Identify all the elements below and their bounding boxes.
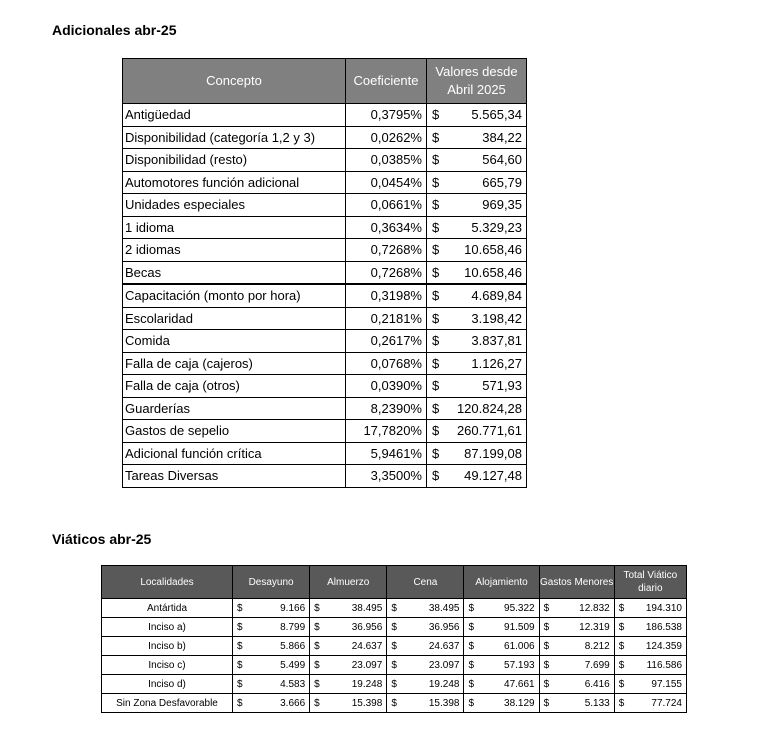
currency-symbol: $	[427, 149, 449, 172]
gastos-menores-cell: 12.319	[553, 618, 614, 637]
header-cena: Cena	[387, 566, 464, 599]
concepto-cell: Guarderías	[123, 397, 346, 420]
almuerzo-cell: 24.637	[324, 637, 387, 656]
currency-symbol: $	[427, 397, 449, 420]
table-row	[102, 637, 687, 656]
currency-symbol: $	[539, 694, 553, 713]
valor-cell: 564,60	[449, 149, 527, 172]
table-row	[123, 352, 527, 375]
header-gastos-menores: Gastos Menores	[539, 566, 614, 599]
currency-symbol: $	[614, 694, 628, 713]
currency-symbol: $	[387, 637, 401, 656]
currency-symbol: $	[464, 694, 478, 713]
valor-cell: 10.658,46	[449, 239, 527, 262]
table-row	[102, 675, 687, 694]
currency-symbol: $	[427, 330, 449, 353]
valor-cell: 384,22	[449, 126, 527, 149]
table-row	[123, 307, 527, 330]
header-concepto: Concepto	[123, 59, 346, 104]
currency-symbol: $	[233, 675, 247, 694]
total-cell: 116.586	[628, 656, 686, 675]
currency-symbol: $	[427, 171, 449, 194]
currency-symbol: $	[614, 675, 628, 694]
currency-symbol: $	[614, 656, 628, 675]
gastos-menores-cell: 6.416	[553, 675, 614, 694]
valor-cell: 3.837,81	[449, 330, 527, 353]
concepto-cell: Falla de caja (otros)	[123, 375, 346, 398]
currency-symbol: $	[427, 239, 449, 262]
table-row	[102, 599, 687, 618]
currency-symbol: $	[427, 442, 449, 465]
currency-symbol: $	[233, 694, 247, 713]
currency-symbol: $	[539, 656, 553, 675]
currency-symbol: $	[427, 216, 449, 239]
header-coeficiente: Coeficiente	[346, 59, 427, 104]
valor-cell: 969,35	[449, 194, 527, 217]
localidad-cell: Inciso a)	[102, 618, 233, 637]
currency-symbol: $	[464, 675, 478, 694]
currency-symbol: $	[427, 284, 449, 307]
valor-cell: 665,79	[449, 171, 527, 194]
almuerzo-cell: 19.248	[324, 675, 387, 694]
concepto-cell: Escolaridad	[123, 307, 346, 330]
coeficiente-cell: 8,2390%	[346, 397, 427, 420]
gastos-menores-cell: 5.133	[553, 694, 614, 713]
currency-symbol: $	[539, 637, 553, 656]
currency-symbol: $	[387, 675, 401, 694]
header-valores: Valores desde Abril 2025	[427, 59, 527, 104]
currency-symbol: $	[233, 637, 247, 656]
almuerzo-cell: 15.398	[324, 694, 387, 713]
coeficiente-cell: 0,3198%	[346, 284, 427, 307]
currency-symbol: $	[427, 104, 449, 127]
concepto-cell: Unidades especiales	[123, 194, 346, 217]
concepto-cell: Capacitación (monto por hora)	[123, 284, 346, 307]
coeficiente-cell: 5,9461%	[346, 442, 427, 465]
concepto-cell: Becas	[123, 261, 346, 284]
coeficiente-cell: 17,7820%	[346, 420, 427, 443]
concepto-cell: Antigüedad	[123, 104, 346, 127]
currency-symbol: $	[539, 675, 553, 694]
gastos-menores-cell: 8.212	[553, 637, 614, 656]
currency-symbol: $	[387, 656, 401, 675]
currency-symbol: $	[614, 637, 628, 656]
currency-symbol: $	[539, 599, 553, 618]
header-desayuno: Desayuno	[233, 566, 310, 599]
adicionales-table	[122, 58, 527, 488]
coeficiente-cell: 0,0661%	[346, 194, 427, 217]
currency-symbol: $	[427, 126, 449, 149]
table-row	[123, 126, 527, 149]
header-almuerzo: Almuerzo	[310, 566, 387, 599]
valor-cell: 49.127,48	[449, 465, 527, 488]
cena-cell: 36.956	[401, 618, 464, 637]
viaticos-header-row	[102, 566, 687, 599]
coeficiente-cell: 0,2617%	[346, 330, 427, 353]
coeficiente-cell: 0,0454%	[346, 171, 427, 194]
table-row	[123, 397, 527, 420]
table-row	[123, 239, 527, 262]
coeficiente-cell: 0,0390%	[346, 375, 427, 398]
currency-symbol: $	[427, 375, 449, 398]
currency-symbol: $	[310, 618, 324, 637]
currency-symbol: $	[387, 599, 401, 618]
valor-cell: 4.689,84	[449, 284, 527, 307]
total-cell: 186.538	[628, 618, 686, 637]
currency-symbol: $	[310, 599, 324, 618]
cena-cell: 23.097	[401, 656, 464, 675]
localidad-cell: Inciso c)	[102, 656, 233, 675]
currency-symbol: $	[233, 618, 247, 637]
adicionales-header-row	[123, 59, 527, 104]
table-row	[123, 284, 527, 307]
valor-cell: 5.329,23	[449, 216, 527, 239]
viaticos-body	[102, 599, 687, 713]
gastos-menores-cell: 12.832	[553, 599, 614, 618]
concepto-cell: Tareas Diversas	[123, 465, 346, 488]
header-localidades: Localidades	[102, 566, 233, 599]
table-row	[102, 618, 687, 637]
currency-symbol: $	[464, 618, 478, 637]
currency-symbol: $	[310, 675, 324, 694]
coeficiente-cell: 0,3634%	[346, 216, 427, 239]
coeficiente-cell: 0,2181%	[346, 307, 427, 330]
localidad-cell: Sin Zona Desfavorable	[102, 694, 233, 713]
table-row	[102, 656, 687, 675]
currency-symbol: $	[310, 656, 324, 675]
alojamiento-cell: 47.661	[478, 675, 539, 694]
currency-symbol: $	[310, 637, 324, 656]
currency-symbol: $	[233, 599, 247, 618]
cena-cell: 24.637	[401, 637, 464, 656]
almuerzo-cell: 23.097	[324, 656, 387, 675]
coeficiente-cell: 0,7268%	[346, 261, 427, 284]
cena-cell: 15.398	[401, 694, 464, 713]
concepto-cell: Automotores función adicional	[123, 171, 346, 194]
currency-symbol: $	[427, 307, 449, 330]
currency-symbol: $	[614, 618, 628, 637]
desayuno-cell: 4.583	[247, 675, 310, 694]
total-cell: 97.155	[628, 675, 686, 694]
currency-symbol: $	[387, 618, 401, 637]
currency-symbol: $	[539, 618, 553, 637]
valor-cell: 3.198,42	[449, 307, 527, 330]
coeficiente-cell: 0,0768%	[346, 352, 427, 375]
table-row	[123, 171, 527, 194]
adicionales-body	[123, 104, 527, 488]
localidad-cell: Inciso b)	[102, 637, 233, 656]
total-cell: 194.310	[628, 599, 686, 618]
table-row	[123, 442, 527, 465]
table-row	[123, 216, 527, 239]
desayuno-cell: 8.799	[247, 618, 310, 637]
localidad-cell: Inciso d)	[102, 675, 233, 694]
valor-cell: 87.199,08	[449, 442, 527, 465]
currency-symbol: $	[310, 694, 324, 713]
alojamiento-cell: 95.322	[478, 599, 539, 618]
almuerzo-cell: 36.956	[324, 618, 387, 637]
coeficiente-cell: 0,0385%	[346, 149, 427, 172]
alojamiento-cell: 57.193	[478, 656, 539, 675]
coeficiente-cell: 3,3500%	[346, 465, 427, 488]
table-row	[123, 330, 527, 353]
table-row	[123, 465, 527, 488]
desayuno-cell: 5.866	[247, 637, 310, 656]
header-alojamiento: Alojamiento	[464, 566, 539, 599]
concepto-cell: 1 idioma	[123, 216, 346, 239]
localidad-cell: Antártida	[102, 599, 233, 618]
currency-symbol: $	[614, 599, 628, 618]
adicionales-title: Adicionales abr-25	[52, 22, 177, 38]
concepto-cell: Disponibilidad (resto)	[123, 149, 346, 172]
almuerzo-cell: 38.495	[324, 599, 387, 618]
desayuno-cell: 5.499	[247, 656, 310, 675]
concepto-cell: Falla de caja (cajeros)	[123, 352, 346, 375]
alojamiento-cell: 38.129	[478, 694, 539, 713]
currency-symbol: $	[427, 352, 449, 375]
desayuno-cell: 9.166	[247, 599, 310, 618]
cena-cell: 19.248	[401, 675, 464, 694]
concepto-cell: Comida	[123, 330, 346, 353]
table-row	[123, 104, 527, 127]
table-row	[102, 694, 687, 713]
concepto-cell: Disponibilidad (categoría 1,2 y 3)	[123, 126, 346, 149]
concepto-cell: 2 idiomas	[123, 239, 346, 262]
currency-symbol: $	[233, 656, 247, 675]
total-cell: 77.724	[628, 694, 686, 713]
currency-symbol: $	[464, 599, 478, 618]
coeficiente-cell: 0,0262%	[346, 126, 427, 149]
currency-symbol: $	[427, 465, 449, 488]
total-cell: 124.359	[628, 637, 686, 656]
table-row	[123, 420, 527, 443]
currency-symbol: $	[427, 420, 449, 443]
cena-cell: 38.495	[401, 599, 464, 618]
table-row	[123, 149, 527, 172]
viaticos-title: Viáticos abr-25	[52, 531, 152, 547]
currency-symbol: $	[464, 656, 478, 675]
coeficiente-cell: 0,3795%	[346, 104, 427, 127]
valor-cell: 1.126,27	[449, 352, 527, 375]
currency-symbol: $	[464, 637, 478, 656]
concepto-cell: Adicional función crítica	[123, 442, 346, 465]
currency-symbol: $	[427, 261, 449, 284]
valor-cell: 10.658,46	[449, 261, 527, 284]
desayuno-cell: 3.666	[247, 694, 310, 713]
viaticos-table	[101, 565, 687, 713]
table-row	[123, 375, 527, 398]
header-total-viatico: Total Viático diario	[614, 566, 686, 599]
table-row	[123, 261, 527, 284]
currency-symbol: $	[427, 194, 449, 217]
valor-cell: 571,93	[449, 375, 527, 398]
gastos-menores-cell: 7.699	[553, 656, 614, 675]
table-row	[123, 194, 527, 217]
valor-cell: 120.824,28	[449, 397, 527, 420]
coeficiente-cell: 0,7268%	[346, 239, 427, 262]
currency-symbol: $	[387, 694, 401, 713]
alojamiento-cell: 91.509	[478, 618, 539, 637]
valor-cell: 5.565,34	[449, 104, 527, 127]
valor-cell: 260.771,61	[449, 420, 527, 443]
concepto-cell: Gastos de sepelio	[123, 420, 346, 443]
alojamiento-cell: 61.006	[478, 637, 539, 656]
